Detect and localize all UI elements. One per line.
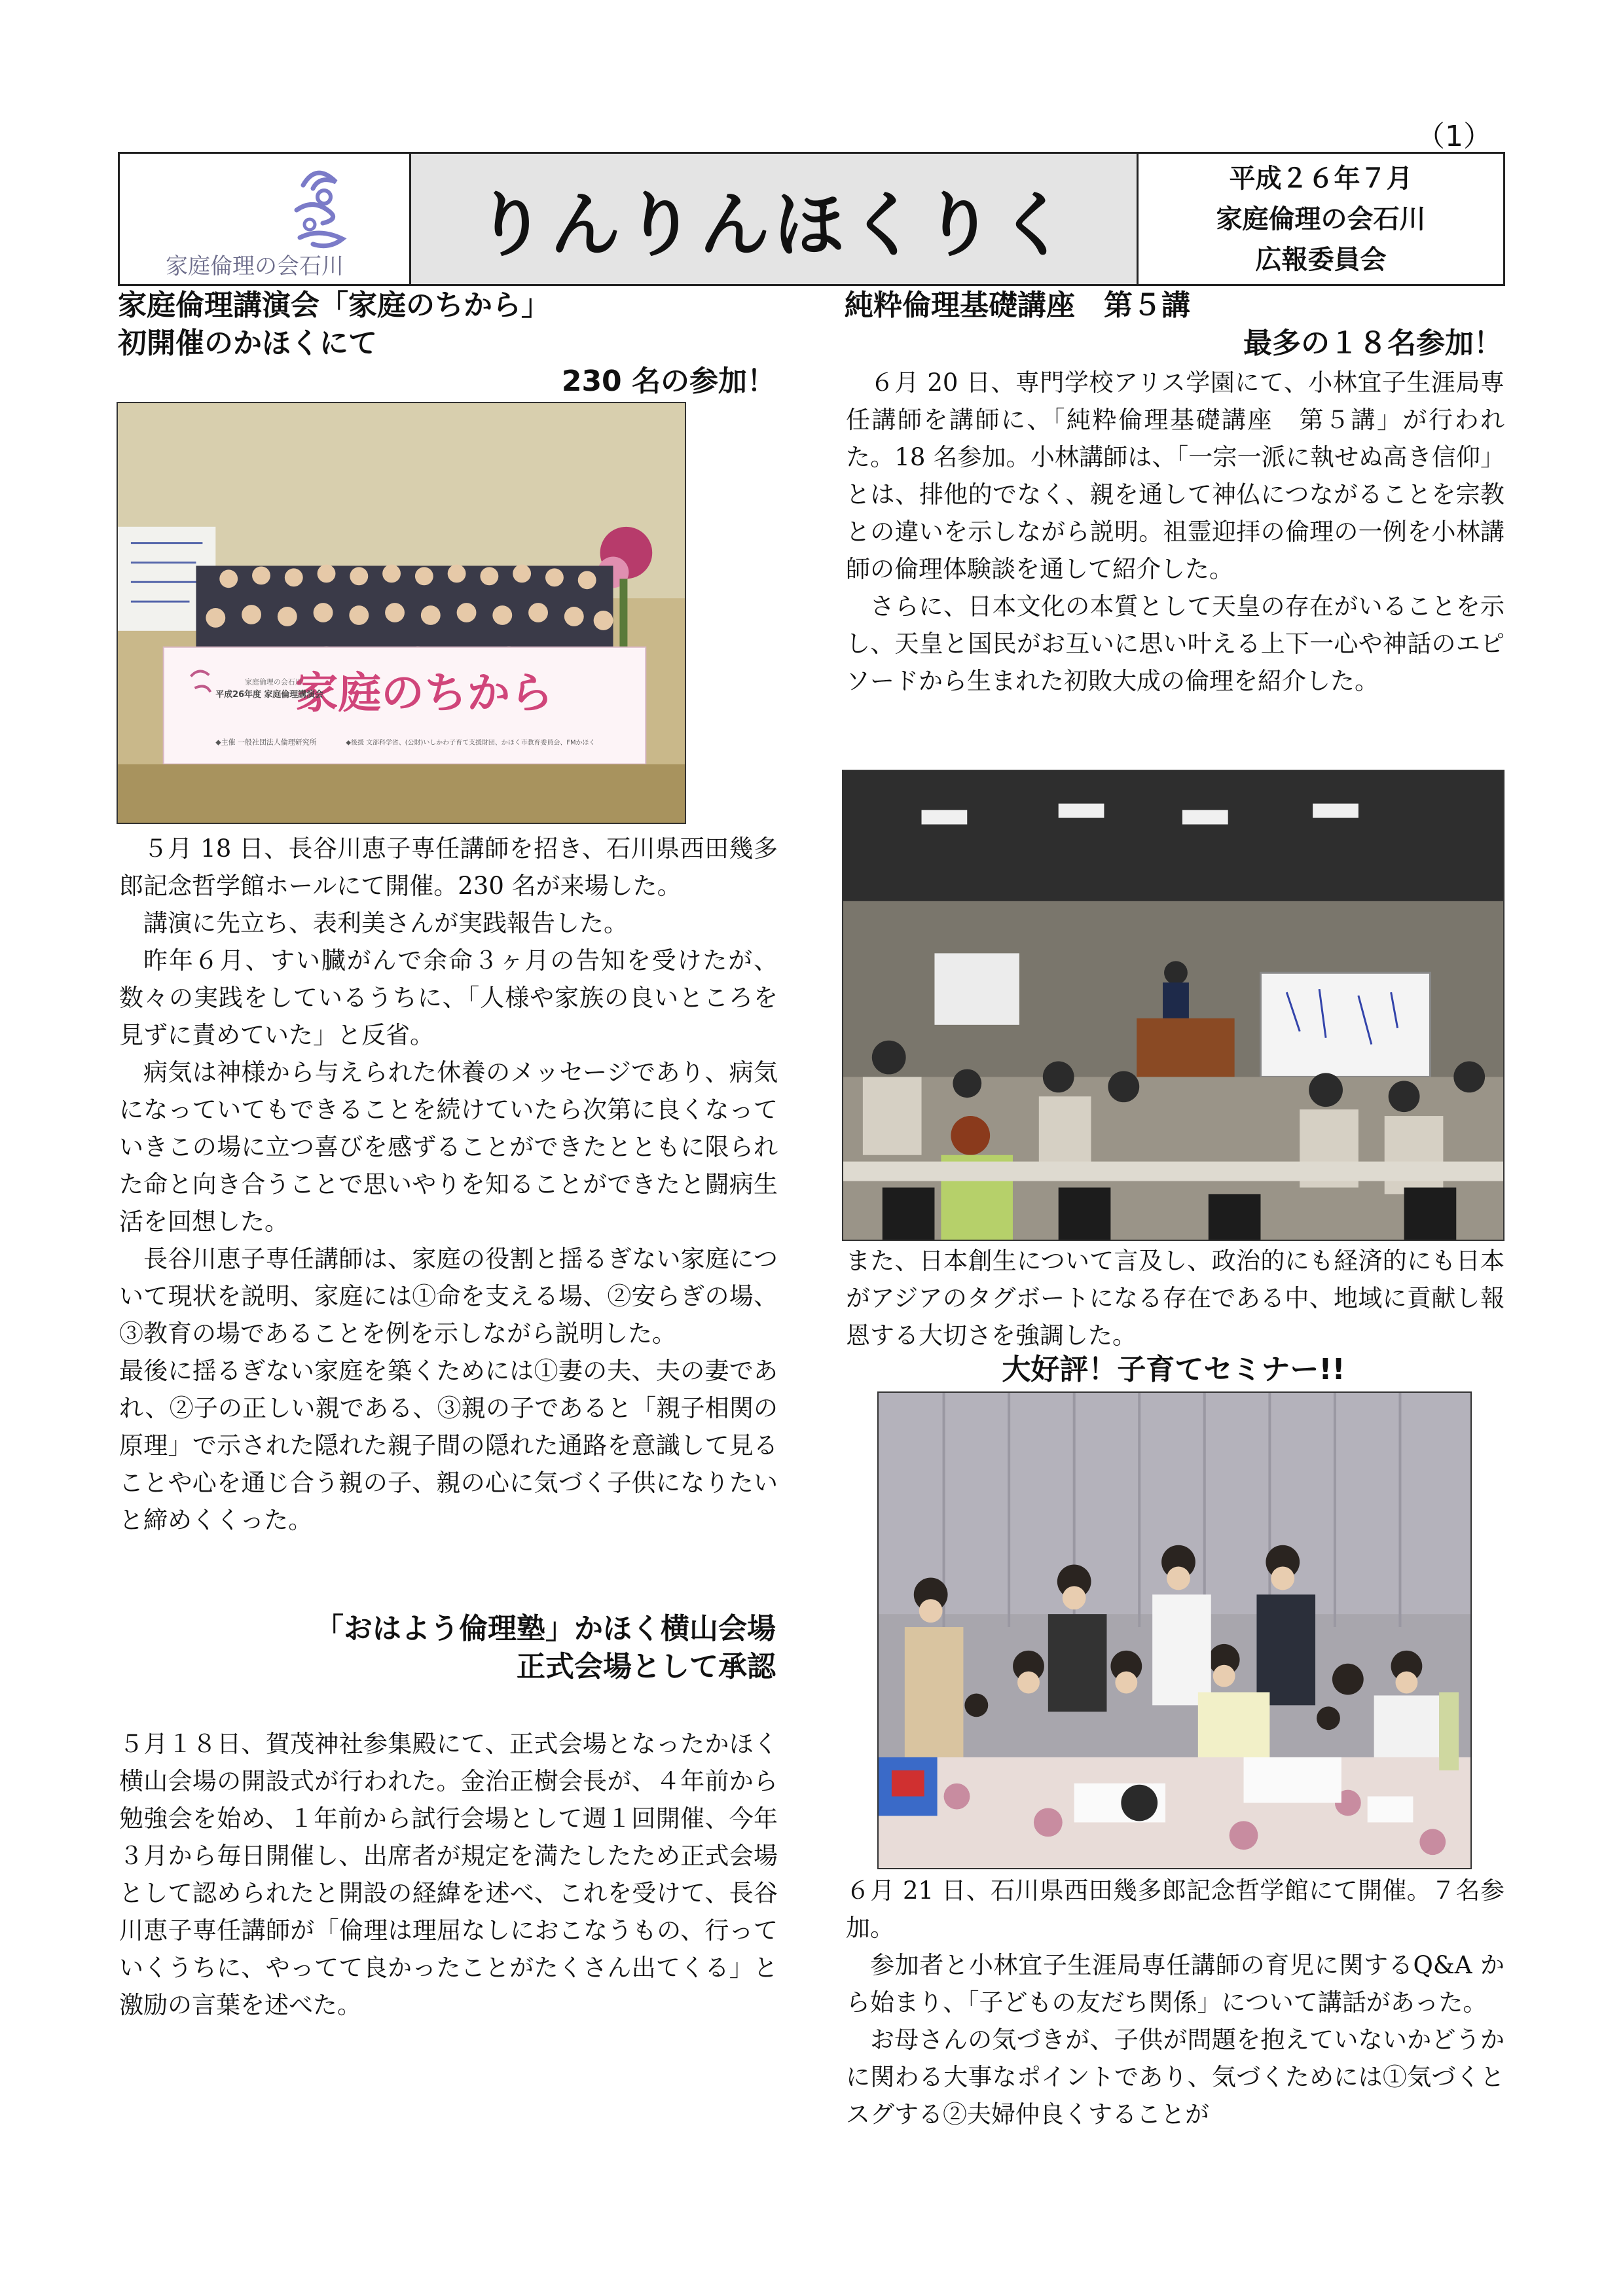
article3-paragraph: さらに、日本文化の本質として天皇の存在がいることを示し、天皇と国民がお互いに思い叶える上下一心や神話のエピソードから生まれた初敗大成の倫理を紹介した。	[846, 592, 1504, 695]
committee: 広報委員会	[1255, 244, 1387, 275]
article4-paragraph: お母さんの気づきが、子供が問題を抱えていないかどうかに関わる大事なポイントであり、気づくためには①気づくとスグする②夫婦仲良くすることが	[846, 2026, 1504, 2128]
publisher: 家庭倫理の会石川	[1216, 204, 1426, 234]
lecture-room-photo	[842, 770, 1504, 1241]
article3-after-photo	[846, 1242, 1504, 1354]
article1-headline-3: 230 名の参加！	[561, 365, 776, 398]
article1-body	[119, 830, 778, 1539]
article1-paragraph: 病気は神様から与えられた休養のメッセージであり、病気になっていてもできることを続けていたら次第に良くなっていきこの場に立つ喜びを感ずることができたとともに限られた命と向き合うことで思いやりを知ることができたと闘病生活を回想した。	[119, 1058, 778, 1236]
masthead-org-name: 家庭倫理の会石川	[166, 253, 344, 279]
article4-headline: 大好評！子育てセミナー!!	[1002, 1353, 1345, 1386]
article4-paragraph: 参加者と小林宜子生涯局専任講師の育児に関するQ&A から始まり、「子どもの友だち関係」について講話があった。	[846, 1951, 1504, 2017]
masthead-title-box	[411, 154, 1139, 284]
banner-org-text: 家庭倫理の会石川	[245, 677, 302, 687]
banner-event-text: 平成26年度 家庭倫理講演会	[215, 690, 323, 700]
masthead-info	[1139, 154, 1503, 284]
page-number: （1）	[1416, 120, 1492, 153]
newsletter-title: りんりんほくりく	[475, 185, 1072, 266]
article3-body	[846, 364, 1504, 700]
article1-paragraph: ５月 18 日、長谷川恵子専任講師を招き、石川県西田幾多郎記念哲学館ホールにて開催。230 名が来場した。	[119, 834, 778, 900]
article2-paragraph: ５月１８日、賀茂神社参集殿にて、正式会場となったかほく横山会場の開設式が行われた。金治正樹会長が、４年前から勉強会を始め、１年前から試行会場として週１回開催、今年３月から毎日開催し、出席者が規定を満たしたため正式会場として認められたと開設の経緯を述べ、これを受けて、長谷川恵子専任講師が「倫理は理屈なしにおこなうもの、行っていくうちに、やってて良かったことがたくさん出てくる」と激励の言葉を述べた。	[119, 1730, 778, 2019]
masthead-logo	[120, 154, 411, 284]
article1-headline-1: 家庭倫理講演会「家庭のちから」	[118, 289, 550, 322]
article3-headline-2: 最多の１８名参加！	[1243, 327, 1503, 360]
article3-paragraph: ６月 20 日、専門学校アリス学園にて、小林宜子生涯局専任講師を講師に、「純粋倫理基礎講座 第５講」が行われた。18 名参加。小林講師は、「一宗一派に執せぬ高き信仰」とは、排他的でなく、親を通して神仏につながることを宗教との違いを示しながら説明。祖霊迎拝の倫理の一例を小林講師の倫理体験談を通して紹介した。	[846, 368, 1504, 583]
issue-date: 平成２６年７月	[1229, 163, 1413, 194]
banner-support-text: ◆後援 文部科学省、(公財)いしかわ子育て支援財団、かほく市教育委員会、FMかほく	[346, 739, 596, 747]
article1-paragraph: 昨年６月、すい臓がんで余命３ヶ月の告知を受けたが、数々の実践をしているうちに、「人様や家族の良いところを見ずに責めていた」と反省。	[119, 946, 778, 1049]
banner-main-text: 家庭のちから	[295, 668, 553, 719]
article3-after-photo-paragraph: また、日本創生について言及し、政治的にも経済的にも日本がアジアのタグボートになる存在である中、地域に貢献し報恩する大切さを強調した。	[846, 1247, 1504, 1350]
article1-paragraph: 講演に先立ち、表利美さんが実践報告した。	[143, 909, 628, 937]
masthead	[118, 152, 1505, 286]
lecture-group-photo	[117, 402, 686, 824]
article2-body	[119, 1725, 778, 2024]
family-logo-icon	[283, 159, 356, 251]
article2-headline-2: 正式会場として承認	[517, 1650, 776, 1683]
article2-headline-1: 「おはよう倫理塾」かほく横山会場	[315, 1612, 776, 1645]
article1-paragraph: 最後に揺るぎない家庭を築くためには①妻の夫、夫の妻であれ、②子の正しい親である、③親の子であると「親子相関の原理」で示された隠れた親子間の隠れた通路を意識して見ることや心を通じ合う親の子、親の心に気づく子供になりたいと締めくくった。	[119, 1357, 778, 1534]
article4-body	[846, 1872, 1504, 2133]
article3-headline-1: 純粋倫理基礎講座 第５講	[845, 289, 1190, 322]
article1-paragraph: 長谷川恵子専任講師は、家庭の役割と揺るぎない家庭について現状を説明、家庭には①命を支える場、②安らぎの場、③教育の場であることを例を示しながら説明した。	[119, 1245, 778, 1348]
article1-headline-2: 初開催のかほくにて	[118, 327, 377, 360]
article4-paragraph: ６月 21 日、石川県西田幾多郎記念哲学館にて開催。７名参加。	[846, 1876, 1504, 1942]
parenting-seminar-photo	[877, 1391, 1472, 1869]
banner-host-text: ◆主催 一般社団法人倫理研究所	[215, 738, 317, 747]
